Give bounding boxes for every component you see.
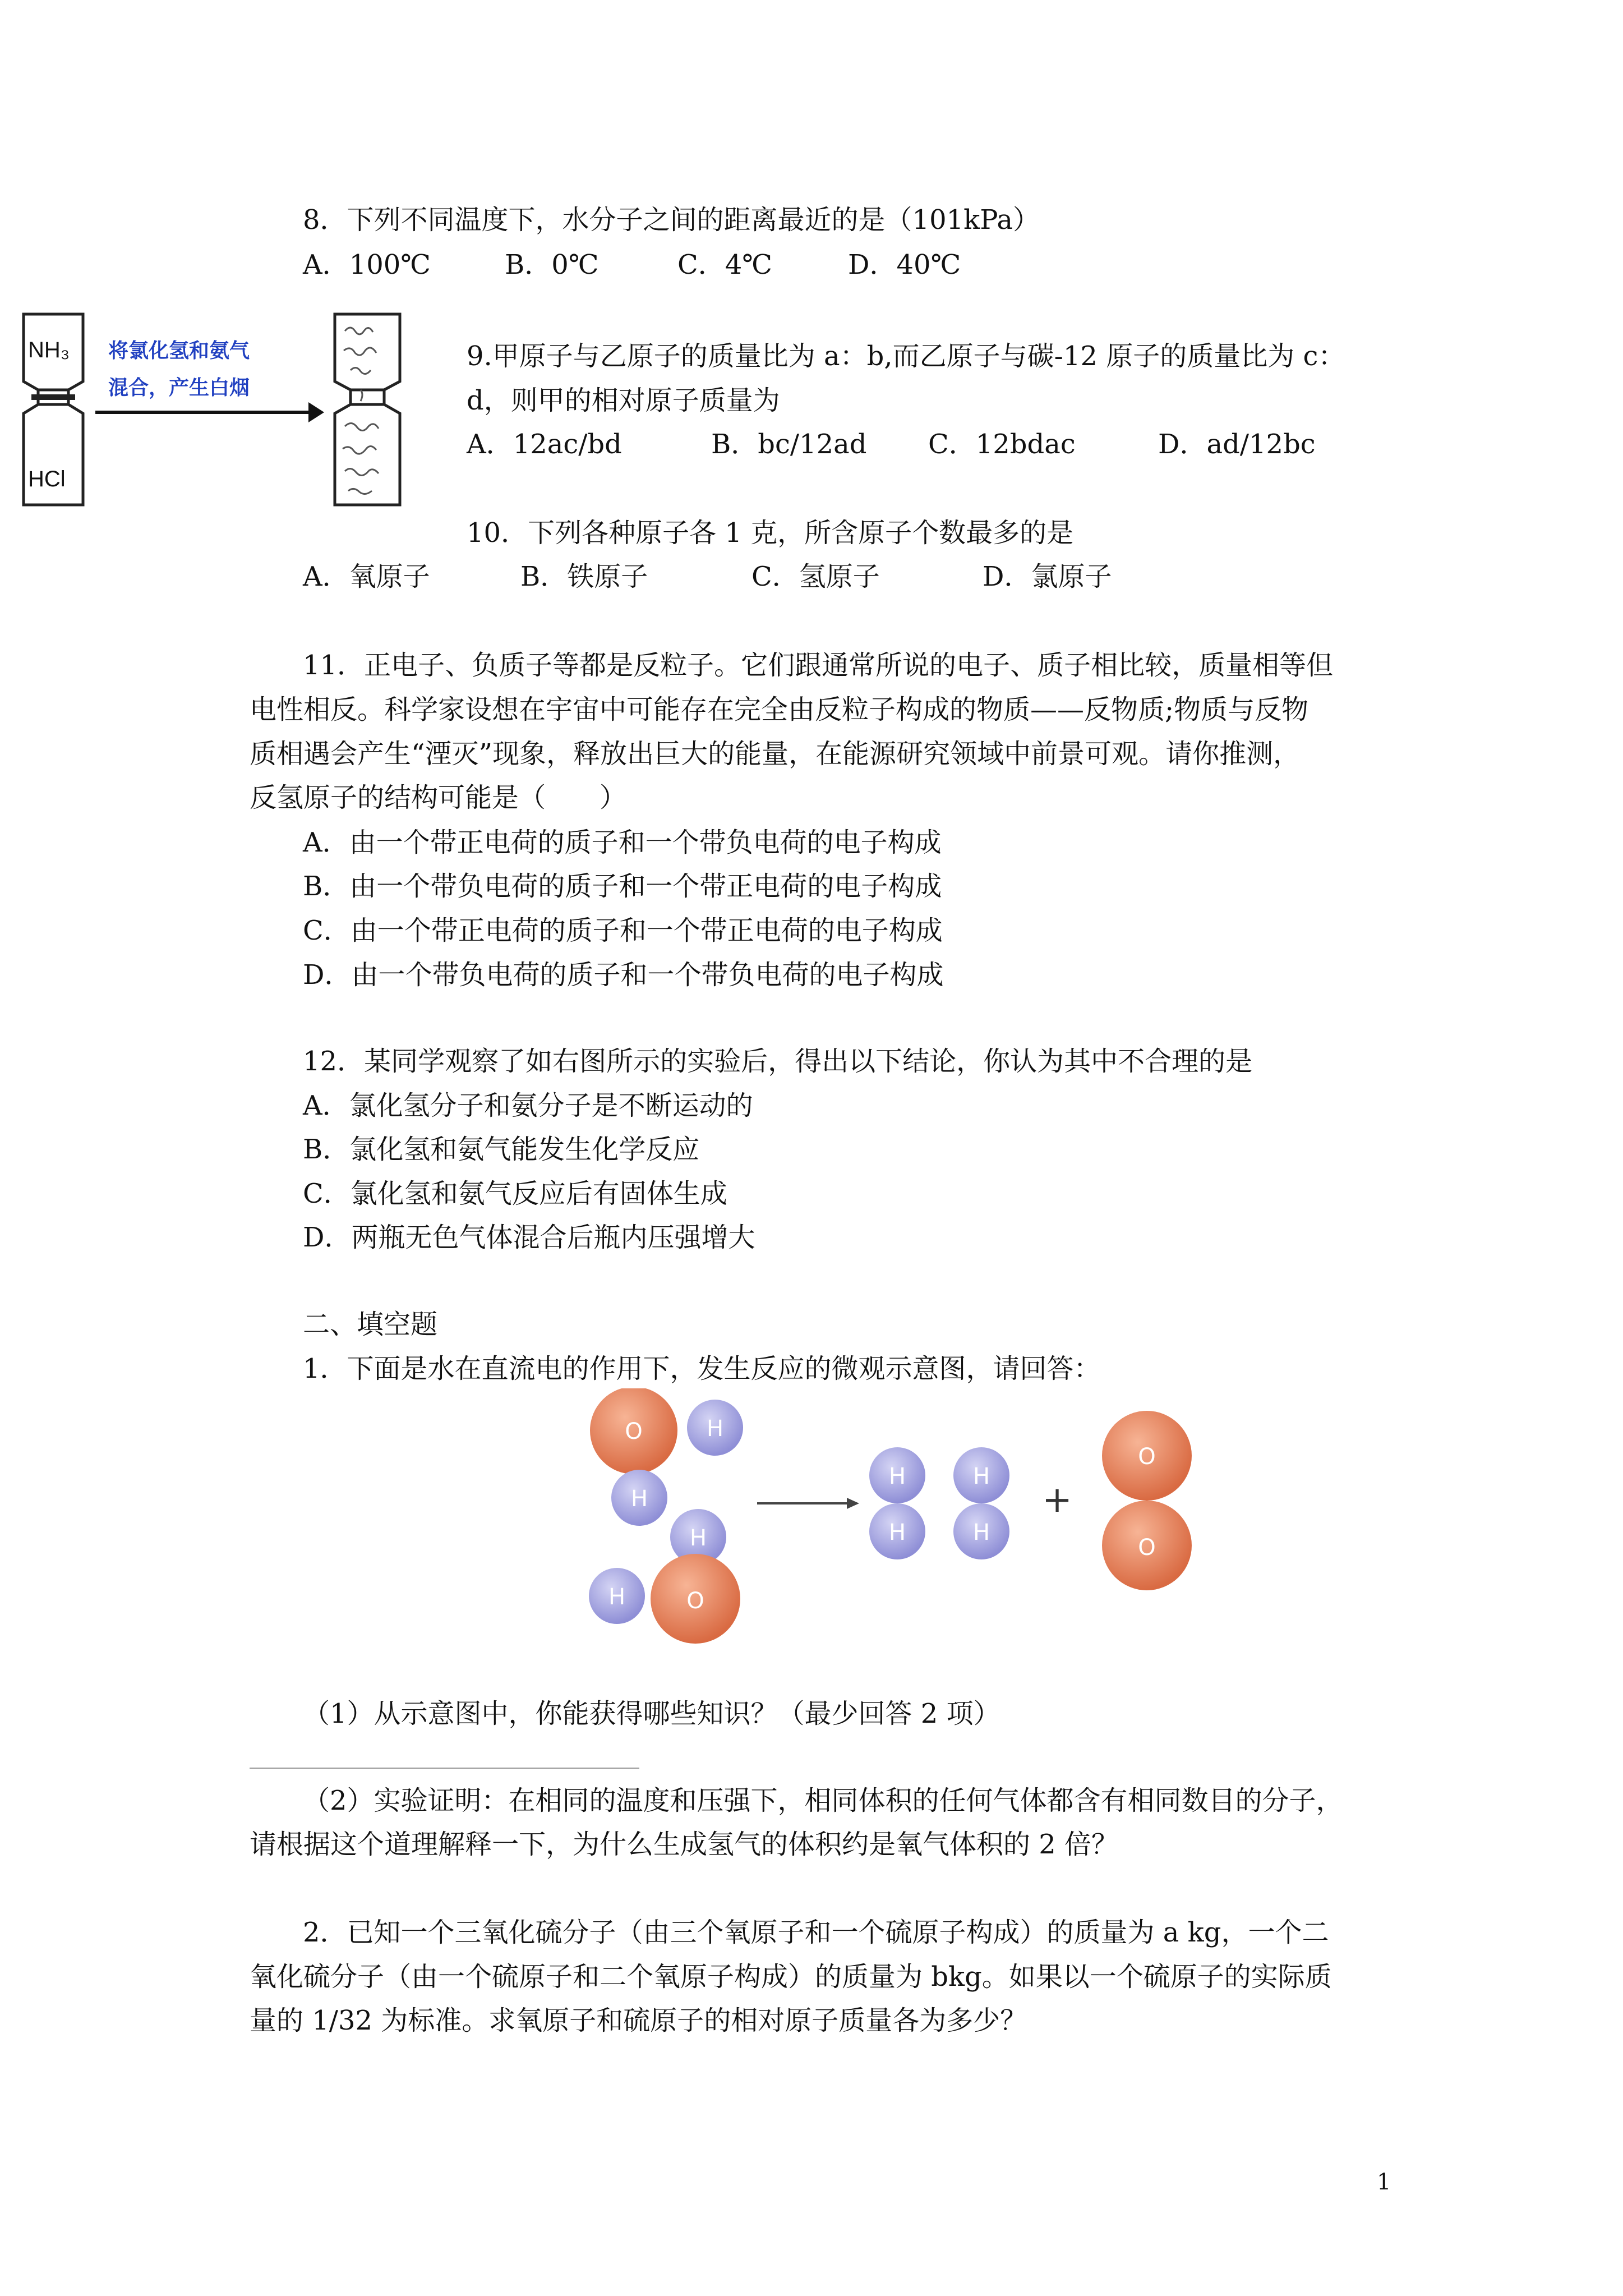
q11-option-b: B．由一个带负电荷的质子和一个带正电荷的电子构成 — [303, 871, 942, 902]
oxygen-label: O — [1138, 1535, 1156, 1561]
hydrogen-label: H — [888, 1464, 906, 1489]
smoke-bottles-figure — [328, 306, 412, 522]
q12-option-b: B．氯化氢和氨气能发生化学反应 — [303, 1134, 700, 1165]
nh3-label: NH₃ — [28, 338, 70, 362]
q8-option-c: C．4℃ — [677, 249, 772, 280]
q10-option-a: A．氧原子 — [303, 561, 430, 592]
q12-option-a: A．氯化氢分子和氨分子是不断运动的 — [303, 1090, 753, 1121]
answer-divider — [250, 1768, 639, 1769]
nh3-hcl-experiment-figure — [17, 306, 342, 522]
q12-option-d: D．两瓶无色气体混合后瓶内压强增大 — [303, 1222, 755, 1253]
caption-line-2: 混合，产生白烟 — [108, 376, 250, 399]
arrow-icon — [308, 402, 324, 422]
s2-q2-line-2: 氧化硫分子（由一个硫原子和二个氧原子构成）的质量为 bkg。如果以一个硫原子的实际质 — [250, 1961, 1332, 1993]
q8-option-d: D．40℃ — [848, 249, 961, 280]
hydrogen-label: H — [608, 1584, 626, 1610]
q11-stem-line-2: 电性相反。科学家设想在宇宙中可能存在完全由反粒子构成的物质——反物质;物质与反物 — [250, 694, 1309, 725]
oxygen-label: O — [1138, 1444, 1156, 1470]
q9-stem-line-1: 9.甲原子与乙原子的质量比为 a：b,而乙原子与碳-12 原子的质量比为 c： — [467, 341, 1345, 372]
s2-q2-line-3: 量的 1/32 为标准。求氧原子和硫原子的相对原子质量各为多少？ — [250, 2005, 1027, 2036]
q8-stem: 8．下列不同温度下，水分子之间的距离最近的是（101kPa） — [303, 204, 1040, 236]
q9-option-c: C．12bdac — [928, 429, 1076, 460]
s2-q2-line-1: 2．已知一个三氧化硫分子（由三个氧原子和一个硫原子构成）的质量为 a kg，一个二 — [303, 1917, 1329, 1948]
q8-options — [0, 248, 1623, 282]
hydrogen-label: H — [972, 1520, 990, 1545]
q9-options — [0, 427, 1623, 461]
q11-option-d: D．由一个带负电荷的质子和一个带负电荷的电子构成 — [303, 959, 944, 991]
q8-option-b: B．0℃ — [505, 249, 599, 280]
section-heading: 二、填空题 — [303, 1309, 438, 1340]
q11-stem-line-4: 反氢原子的结构可能是（ ） — [250, 782, 627, 813]
smoke-top-bottle — [335, 314, 400, 390]
glass-plate — [31, 394, 75, 400]
q8-option-a: A．100℃ — [303, 249, 431, 280]
hydrogen-label: H — [888, 1520, 906, 1545]
plus-sign: + — [1042, 1479, 1072, 1521]
s2-q1-part-2-line-1: （2）实验证明：在相同的温度和压强下，相同体积的任何气体都含有相同数目的分子， — [303, 1785, 1343, 1816]
water-electrolysis-figure — [583, 1388, 1217, 1644]
q10-option-b: B．铁原子 — [520, 561, 648, 592]
q10-stem: 10．下列各种原子各 1 克，所含原子个数最多的是 — [467, 517, 1074, 549]
hydrogen-label: H — [689, 1525, 707, 1551]
smoke-connector — [351, 390, 384, 404]
s2-q1-part-2-line-2: 请根据这个道理解释一下，为什么生成氢气的体积约是氧气体积的 2 倍？ — [250, 1829, 1119, 1860]
q12-stem: 12．某同学观察了如右图所示的实验后，得出以下结论，你认为其中不合理的是 — [303, 1046, 1253, 1077]
hcl-label: HCl — [28, 467, 66, 491]
s2-q1-part-1: （1）从示意图中，你能获得哪些知识？（最少回答 2 项） — [303, 1698, 1000, 1729]
q10-options — [0, 560, 1623, 593]
hydrogen-label: H — [630, 1486, 648, 1512]
oxygen-label: O — [686, 1588, 704, 1614]
hydrogen-label: H — [972, 1464, 990, 1489]
q11-stem-line-3: 质相遇会产生“湮灭”现象，释放出巨大的能量，在能源研究领域中前景可观。请你推测， — [250, 738, 1301, 770]
q9-stem-line-2: d，则甲的相对原子质量为 — [467, 385, 780, 416]
oxygen-label: O — [625, 1419, 643, 1444]
q11-option-c: C．由一个带正电荷的质子和一个带正电荷的电子构成 — [303, 915, 943, 946]
hydrogen-label: H — [706, 1416, 724, 1442]
s2-q1-stem: 1．下面是水在直流电的作用下，发生反应的微观示意图，请回答： — [303, 1353, 1101, 1384]
q11-option-a: A．由一个带正电荷的质子和一个带负电荷的电子构成 — [303, 827, 942, 858]
q10-option-d: D．氯原子 — [983, 561, 1112, 592]
q11-stem-line-1: 11．正电子、负质子等都是反粒子。它们跟通常所说的电子、质子相比较，质量相等但 — [303, 650, 1334, 681]
q12-option-c: C．氯化氢和氨气反应后有固体生成 — [303, 1178, 727, 1209]
page-number: 1 — [1377, 2169, 1391, 2195]
q10-option-c: C．氢原子 — [751, 561, 880, 592]
caption-line-1: 将氯化氢和氨气 — [108, 339, 250, 362]
q9-option-b: B．bc/12ad — [711, 429, 867, 460]
q9-option-a: A．12ac/bd — [467, 429, 622, 460]
reaction-arrow-icon — [847, 1498, 859, 1509]
q9-option-d: D．ad/12bc — [1158, 429, 1316, 460]
